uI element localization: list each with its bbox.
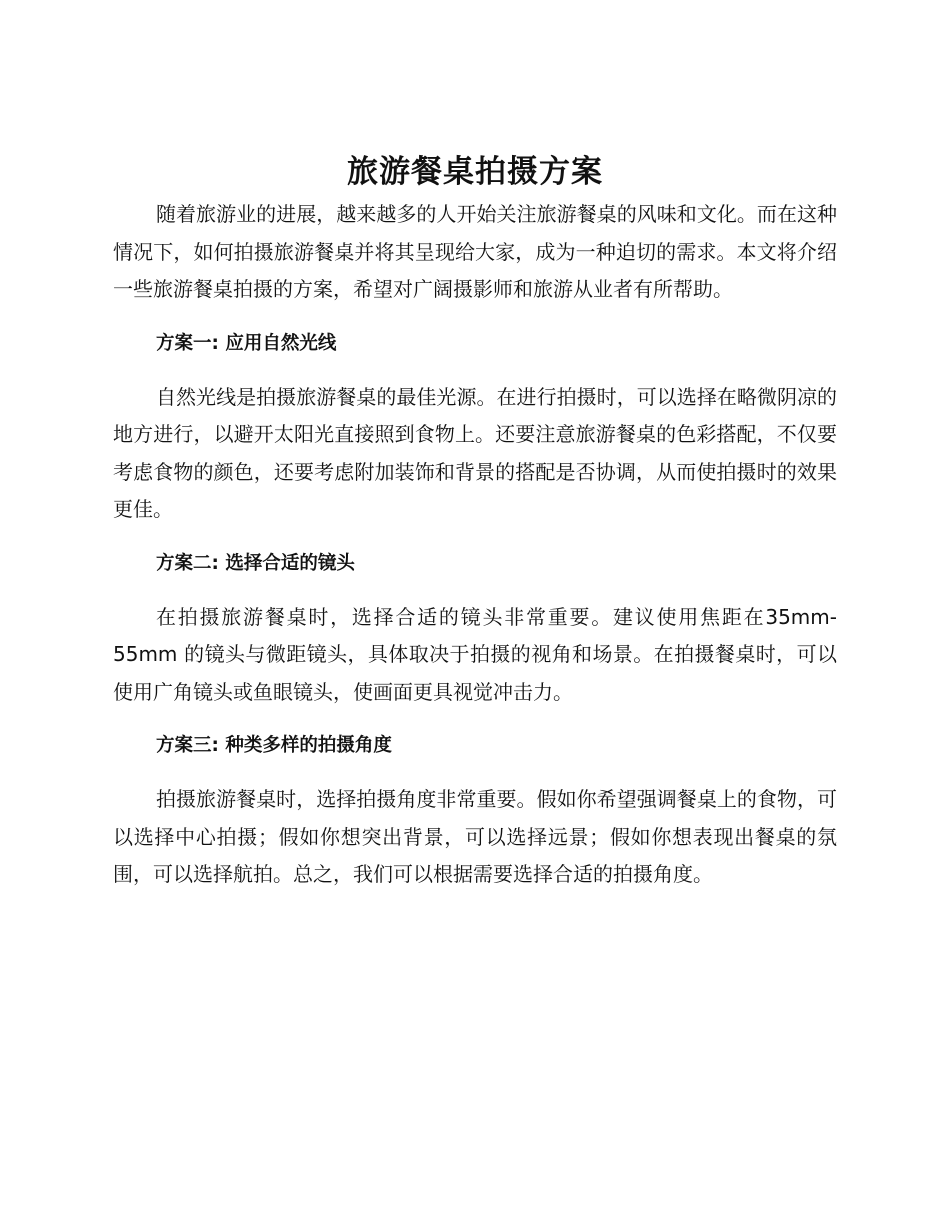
section-heading: 方案二: 选择合适的镜头 xyxy=(156,552,355,574)
section-2 xyxy=(113,549,837,712)
section-1 xyxy=(113,329,837,529)
document-page xyxy=(113,150,837,894)
section-paragraph: 拍摄旅游餐桌时，选择拍摄角度非常重要。假如你希望强调餐桌上的食物，可以选择中心拍摄；假如你想突出背景，可以选择远景；假如你想表现出餐桌的氛围，可以选择航拍。总之，我们可以根据需要选择合适的拍摄角度。 xyxy=(113,787,837,886)
section-paragraph: 自然光线是拍摄旅游餐桌的最佳光源。在进行拍摄时，可以选择在略微阴凉的地方进行，以避开太阳光直接照到食物上。还要注意旅游餐桌的色彩搭配，不仅要考虑食物的颜色，还要考虑附加装饰和背景的搭配是否协调，从而使拍摄时的效果更佳。 xyxy=(113,384,837,521)
section-paragraph: 在拍摄旅游餐桌时，选择合适的镜头非常重要。建议使用焦距在35mm-55mm 的镜头与微距镜头，具体取决于拍摄的视角和场景。在拍摄餐桌时，可以使用广角镜头或鱼眼镜头，使画面更具视觉冲击力。 xyxy=(113,604,837,704)
section-3 xyxy=(113,731,837,894)
section-heading: 方案三: 种类多样的拍摄角度 xyxy=(156,735,392,756)
page-title: 旅游餐桌拍摄方案 xyxy=(347,154,603,190)
intro-paragraph: 随着旅游业的进展，越来越多的人开始关注旅游餐桌的风味和文化。而在这种情况下，如何拍摄旅游餐桌并将其呈现给大家，成为一种迫切的需求。本文将介绍一些旅游餐桌拍摄的方案，希望对广阔摄影师和旅游从业者有所帮助。 xyxy=(113,202,837,301)
section-heading: 方案一: 应用自然光线 xyxy=(156,332,337,354)
